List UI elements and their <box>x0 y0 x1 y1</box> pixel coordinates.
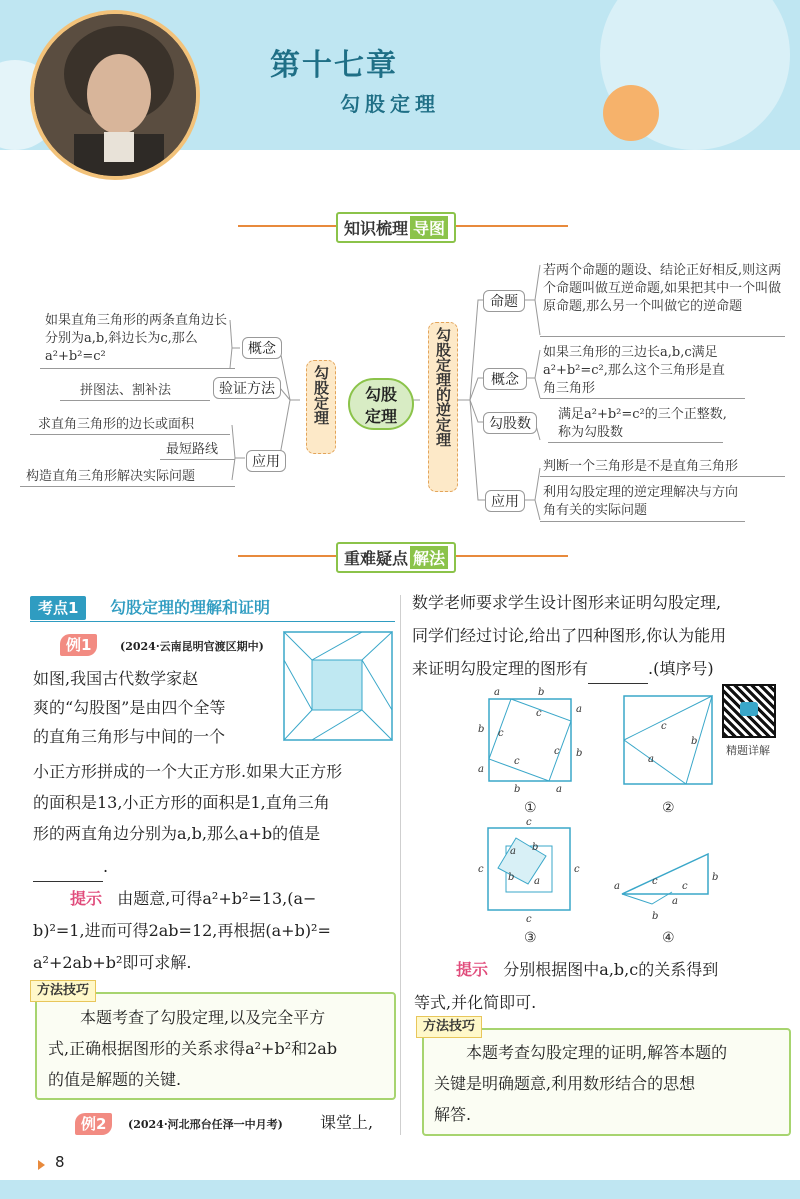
figure-4 <box>612 844 722 924</box>
page-marker-icon <box>38 1160 45 1170</box>
example1-line: 爽的“勾股图”是由四个全等 <box>33 698 226 717</box>
question-line: 数学老师要求学生设计图形来证明勾股定理, <box>412 593 722 612</box>
example1-line: 形的两直角边分别为a,b,那么a+b的值是 <box>33 824 321 843</box>
underline <box>540 521 745 522</box>
tips-line: 本题考查了勾股定理,以及完全平方 <box>80 1008 326 1027</box>
underline <box>540 336 785 337</box>
figure-caption: ③ <box>524 930 537 946</box>
zhao-shuang-figure <box>282 630 394 742</box>
underline <box>540 398 745 399</box>
svg-text:b: b <box>532 842 539 853</box>
hint-label: 提示 <box>70 889 103 908</box>
mindmap-text: 构造直角三角形解决实际问题 <box>26 469 196 484</box>
question-line: 来证明勾股定理的图形有 <box>412 659 589 678</box>
qr-caption: 精题详解 <box>726 744 770 757</box>
mindmap-node-concept-r: 概念 <box>483 368 527 390</box>
section-label: 重难疑点 <box>344 549 409 568</box>
underline <box>540 476 785 477</box>
svg-text:b: b <box>712 872 719 883</box>
method-tips-label: 方法技巧 <box>30 980 96 1002</box>
underline <box>20 486 235 487</box>
underline <box>160 459 235 460</box>
mindmap-text: 若两个命题的题设、结论正好相反,则这两个命题叫做互逆命题,如果把其中一个叫做原命题,那么另一个叫做它的逆命题 <box>543 263 782 314</box>
svg-text:c: c <box>652 876 658 887</box>
chapter-subtitle: 勾股定理 <box>340 92 440 116</box>
kaodian-title: 勾股定理的理解和证明 <box>110 598 271 617</box>
figure-caption: ① <box>524 800 537 816</box>
section-label: 知识梳理 <box>344 219 409 238</box>
example1-line: 如图,我国古代数学家赵 <box>33 669 199 688</box>
svg-text:a: a <box>494 687 500 698</box>
svg-text:c: c <box>536 708 542 719</box>
svg-text:b: b <box>538 687 545 698</box>
svg-text:b: b <box>691 736 698 747</box>
mindmap-node-apply: 应用 <box>246 450 286 472</box>
figure-caption: ④ <box>662 930 675 946</box>
underline <box>60 400 210 401</box>
underline <box>40 368 235 369</box>
section-header-difficult <box>336 542 456 573</box>
tips-line: 本题考查勾股定理的证明,解答本题的 <box>466 1043 728 1062</box>
right-branch-label: 勾股定理的逆定理 <box>434 327 452 447</box>
hint-line: 由题意,可得a²+b²=13,(a− <box>117 889 317 908</box>
svg-text:c: c <box>478 864 484 875</box>
svg-text:c: c <box>574 864 580 875</box>
mindmap-left-branch <box>306 360 336 454</box>
mindmap-text: 求直角三角形的边长或面积 <box>38 417 195 432</box>
column-divider <box>400 595 401 1135</box>
svg-text:a: a <box>510 846 516 857</box>
play-icon <box>740 702 758 716</box>
example2-tag: 例2 <box>75 1113 112 1135</box>
tips-line: 式,正确根据图形的关系求得a²+b²和2ab <box>48 1039 338 1058</box>
hint-label: 提示 <box>456 960 489 979</box>
example2-text: 课堂上, <box>320 1113 374 1132</box>
underline <box>30 621 395 622</box>
hint-line: 分别根据图中a,b,c的关系得到 <box>503 960 719 979</box>
underline <box>548 442 723 443</box>
mindmap-text: 如果三角形的三边长a,b,c满足a²+b²=c²,那么这个三角形是直角三角形 <box>543 345 725 396</box>
example1-line: 的面积是13,小正方形的面积是1,直角三角 <box>33 793 330 812</box>
figure-2 <box>616 684 726 794</box>
section-label-highlight: 导图 <box>410 216 448 239</box>
mindmap-node-apply-r: 应用 <box>485 490 525 512</box>
svg-text:a: a <box>478 764 484 775</box>
svg-text:a: a <box>576 704 582 715</box>
mindmap-node-verify: 验证方法 <box>213 377 281 399</box>
decor-orange-circle <box>603 85 659 141</box>
right-hint <box>456 955 796 984</box>
svg-text:a: a <box>614 881 620 892</box>
mindmap-text: 判断一个三角形是不是直角三角形 <box>543 459 739 474</box>
question-end: .(填序号) <box>648 659 714 678</box>
method-tips-label: 方法技巧 <box>416 1016 482 1038</box>
section-header-mindmap <box>336 212 456 243</box>
figure-3 <box>476 816 586 926</box>
chapter-title: 第十七章 <box>270 48 398 83</box>
svg-text:b: b <box>514 784 521 794</box>
example2-source: (2024·河北邢台任泽一中月考) <box>128 1118 283 1131</box>
svg-text:c: c <box>554 746 560 757</box>
example1-answer <box>33 852 108 882</box>
svg-text:a: a <box>534 876 540 887</box>
tips-line: 的值是解题的关键. <box>48 1070 182 1089</box>
mindmap-right-branch <box>428 322 458 492</box>
svg-text:a: a <box>672 896 678 907</box>
svg-text:c: c <box>682 881 688 892</box>
hint-line: b)²=1,进而可得2ab=12,再根据(a+b)²= <box>33 921 331 940</box>
answer-blank[interactable] <box>588 654 648 684</box>
svg-text:c: c <box>526 817 532 828</box>
mindmap-node-concept: 概念 <box>242 337 282 359</box>
svg-text:c: c <box>661 721 667 732</box>
mindmap-node-pythag-numbers: 勾股数 <box>483 412 537 434</box>
svg-text:b: b <box>652 911 659 922</box>
mindmap-node-proposition: 命题 <box>483 290 525 312</box>
svg-text:b: b <box>576 748 583 759</box>
left-branch-label: 勾股定理 <box>312 365 330 425</box>
center-label: 勾股定理 <box>364 385 397 426</box>
footer-bar <box>0 1180 800 1199</box>
svg-text:c: c <box>498 728 504 739</box>
mindmap-text: 利用勾股定理的逆定理解决与方向角有关的实际问题 <box>543 485 739 518</box>
svg-text:a: a <box>556 784 562 794</box>
example1-line: 的直角三角形与中间的一个 <box>33 727 226 746</box>
svg-text:b: b <box>478 724 485 735</box>
mindmap-text: 拼图法、割补法 <box>80 383 172 398</box>
tips-line: 关键是明确题意,利用数形结合的思想 <box>434 1074 696 1093</box>
question-line: 同学们经过讨论,给出了四种图形,你认为能用 <box>412 626 727 645</box>
mindmap-text: 满足a²+b²=c²的三个正整数,称为勾股数 <box>558 407 727 440</box>
svg-text:c: c <box>526 914 532 925</box>
mindmap-text: 最短路线 <box>166 442 219 457</box>
kaodian-tag: 考点1 <box>30 596 86 620</box>
mindmap-center <box>348 378 414 430</box>
answer-blank[interactable] <box>33 852 103 882</box>
svg-text:a: a <box>648 754 654 765</box>
hint-line: 等式,并化简即可. <box>414 993 537 1012</box>
example1-line: 小正方形拼成的一个大正方形.如果大正方形 <box>33 762 343 781</box>
question-line-last <box>412 654 797 684</box>
svg-text:c: c <box>514 756 520 767</box>
underline <box>30 434 230 435</box>
example1-tag: 例1 <box>60 634 97 656</box>
example1-hint <box>70 884 400 913</box>
page-number: 8 <box>55 1153 65 1171</box>
mindmap-text: 如果直角三角形的两条直角边长分别为a,b,斜边长为c,那么a²+b²=c² <box>45 313 228 364</box>
period: . <box>103 857 109 876</box>
portrait-image <box>30 10 200 180</box>
section-label-highlight: 解法 <box>410 546 448 569</box>
example1-source: (2024·云南昆明官渡区期中) <box>120 640 264 653</box>
figure-1 <box>474 684 584 794</box>
svg-text:b: b <box>508 872 515 883</box>
hint-line: a²+2ab+b²即可求解. <box>33 953 192 972</box>
tips-line: 解答. <box>434 1105 472 1124</box>
figure-caption: ② <box>662 800 675 816</box>
